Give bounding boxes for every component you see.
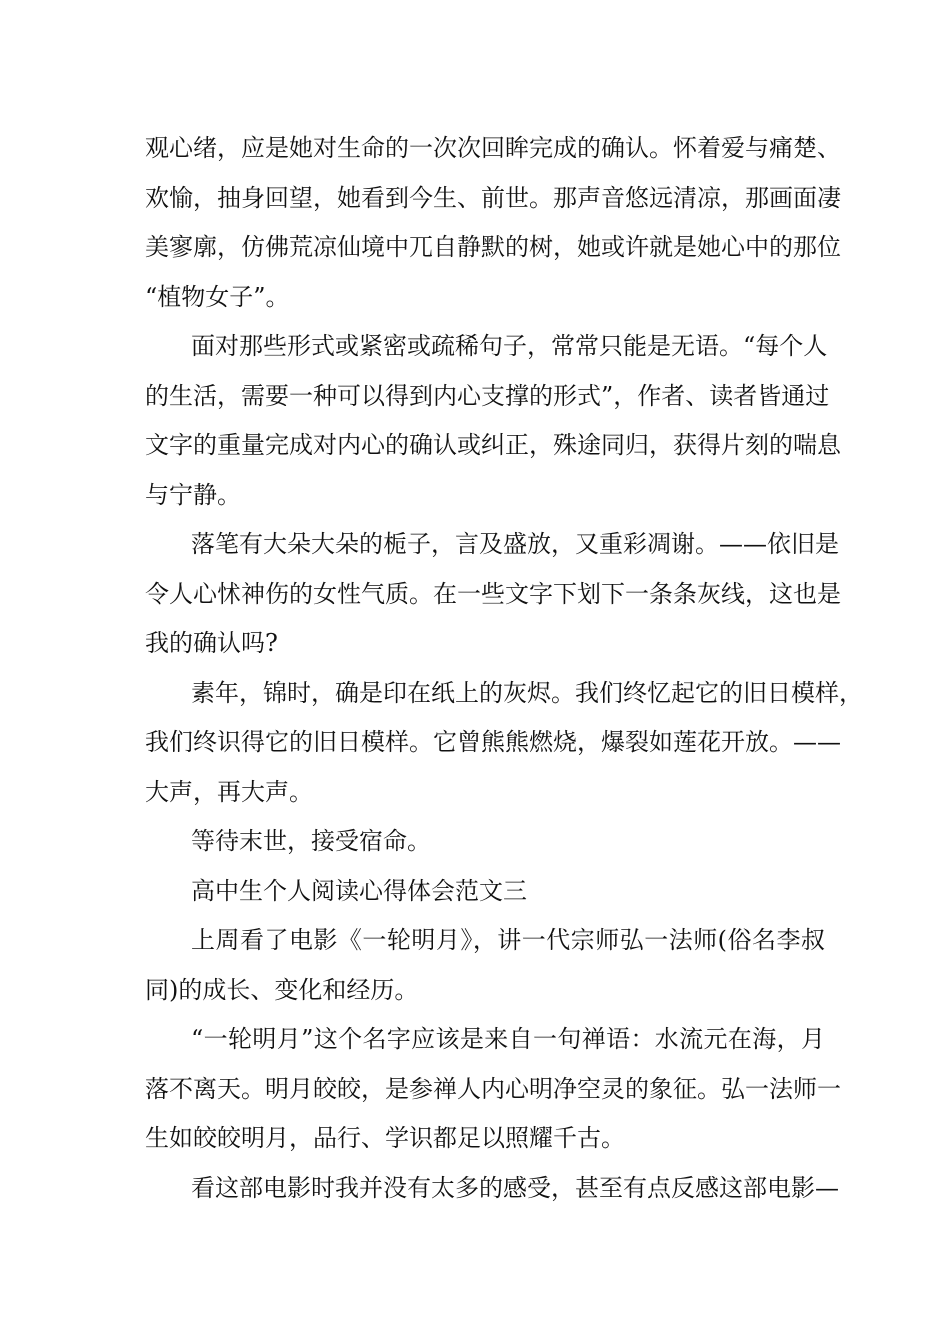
- text-line: 与宁静。: [145, 480, 241, 509]
- text-line: 面对那些形式或紧密或疏稀句子，常常只能是无语。“每个人: [191, 332, 828, 360]
- text-line: 的生活，需要一种可以得到内心支撑的形式”，作者、读者皆通过: [145, 381, 830, 410]
- text-line: “一轮明月”这个名字应该是来自一句禅语：水流元在海，月: [191, 1025, 825, 1053]
- text-line: 生如皎皎明月，品行、学识都足以照耀千古。: [145, 1124, 625, 1152]
- text-line: 素年，锦时，确是印在纸上的灰烬。我们终忆起它的旧日模样，: [191, 678, 863, 707]
- text-line: 大声，再大声。: [145, 777, 313, 806]
- text-line: 文字的重量完成对内心的确认或纠正，殊途同归，获得片刻的喘息: [145, 431, 841, 459]
- text-line: 欢愉，抽身回望，她看到今生、前世。那声音悠远清凉，那画面凄: [145, 183, 841, 212]
- text-line: 落不离天。明月皎皎，是参禅人内心明净空灵的象征。弘一法师一: [145, 1074, 841, 1103]
- text-line: “植物女子”。: [145, 282, 290, 311]
- text-line: 我的确认吗?: [145, 629, 278, 657]
- text-line: 令人心怵神伤的女性气质。在一些文字下划下一条条灰线，这也是: [145, 579, 841, 608]
- section-heading: 高中生个人阅读心得体会范文三: [191, 876, 527, 905]
- document-body: [145, 124, 863, 1213]
- text-line: 看这部电影时我并没有太多的感受，甚至有点反感这部电影—: [191, 1173, 839, 1202]
- text-line: 美寥廓，仿佛荒凉仙境中兀自静默的树，她或许就是她心中的那位: [145, 233, 841, 261]
- text-line: 等待末世，接受宿命。: [191, 827, 431, 855]
- text-line: 我们终识得它的旧日模样。它曾熊熊燃烧，爆裂如莲花开放。——: [145, 728, 841, 756]
- text-line: 观心绪，应是她对生命的一次次回眸完成的确认。怀着爱与痛楚、: [145, 134, 841, 162]
- text-line: 落笔有大朵大朵的栀子，言及盛放，又重彩凋谢。——依旧是: [191, 530, 839, 558]
- text-line: 上周看了电影《一轮明月》，讲一代宗师弘一法师(俗名李叔: [191, 926, 825, 954]
- text-line: 同)的成长、变化和经历。: [145, 975, 419, 1004]
